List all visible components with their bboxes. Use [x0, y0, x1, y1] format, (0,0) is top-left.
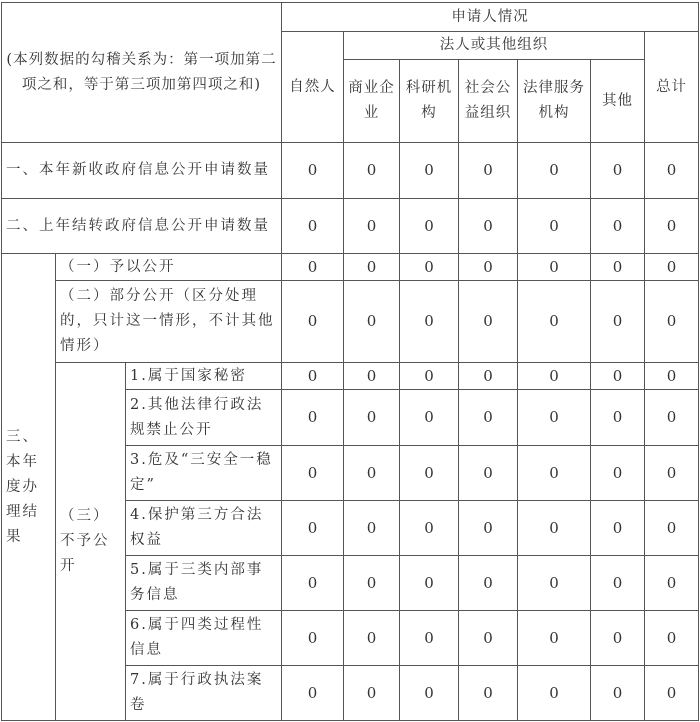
- cell-value: 0: [645, 446, 699, 501]
- natural-person-header: 自然人: [282, 32, 344, 143]
- research-header: 科研机构: [400, 60, 459, 143]
- cell-value: 0: [459, 501, 518, 556]
- cell-value: 0: [282, 611, 344, 666]
- cell-value: 0: [591, 501, 645, 556]
- cell-value: 0: [282, 363, 344, 390]
- row-label: 2.其他法律行政法规禁止公开: [126, 390, 282, 446]
- cell-value: 0: [344, 254, 400, 281]
- cell-value: 0: [591, 199, 645, 254]
- cell-value: 0: [459, 611, 518, 666]
- cell-value: 0: [518, 143, 591, 199]
- legal-service-header: 法律服务机构: [518, 60, 591, 143]
- cell-value: 0: [518, 363, 591, 390]
- cell-value: 0: [400, 446, 459, 501]
- cell-value: 0: [459, 390, 518, 446]
- cell-value: 0: [518, 390, 591, 446]
- total-header: 总计: [645, 32, 699, 143]
- social-header: 社会公益组织: [459, 60, 518, 143]
- cell-value: 0: [518, 556, 591, 611]
- cell-value: 0: [645, 254, 699, 281]
- cell-value: 0: [591, 143, 645, 199]
- cell-value: 0: [459, 143, 518, 199]
- cell-value: 0: [459, 199, 518, 254]
- table-row: [2, 143, 699, 199]
- row-label: 5.属于三类内部事务信息: [126, 556, 282, 611]
- cell-value: 0: [282, 143, 344, 199]
- row-label: （一）予以公开: [56, 254, 282, 281]
- cell-value: 0: [518, 666, 591, 721]
- cell-value: 0: [591, 390, 645, 446]
- row-label: 3.危及“三安全一稳定”: [126, 446, 282, 501]
- cell-value: 0: [591, 666, 645, 721]
- section-3c-label: （三）不予公开: [56, 363, 126, 721]
- cell-value: 0: [344, 666, 400, 721]
- cell-value: 0: [344, 446, 400, 501]
- cell-value: 0: [459, 281, 518, 363]
- cell-value: 0: [344, 501, 400, 556]
- cell-value: 0: [400, 363, 459, 390]
- cell-value: 0: [591, 254, 645, 281]
- cell-value: 0: [591, 446, 645, 501]
- cell-value: 0: [591, 556, 645, 611]
- table-row: [2, 363, 699, 390]
- row-label: 4.保护第三方合法权益: [126, 501, 282, 556]
- cell-value: 0: [645, 281, 699, 363]
- cell-value: 0: [518, 501, 591, 556]
- cell-value: 0: [518, 281, 591, 363]
- cell-value: 0: [282, 254, 344, 281]
- cell-value: 0: [459, 666, 518, 721]
- cell-value: 0: [344, 390, 400, 446]
- cell-value: 0: [282, 501, 344, 556]
- cell-value: 0: [645, 143, 699, 199]
- cell-value: 0: [282, 556, 344, 611]
- cell-value: 0: [400, 556, 459, 611]
- table-row: [2, 281, 699, 363]
- cell-value: 0: [282, 666, 344, 721]
- cell-value: 0: [645, 390, 699, 446]
- disclosure-stats-table: [1, 2, 699, 721]
- cell-value: 0: [282, 281, 344, 363]
- table-row: [2, 254, 699, 281]
- cell-value: 0: [400, 254, 459, 281]
- row-label: 一、本年新收政府信息公开申请数量: [2, 143, 282, 199]
- cell-value: 0: [591, 363, 645, 390]
- section-3-label: 三、本年度办理结果: [2, 254, 56, 721]
- cell-value: 0: [518, 199, 591, 254]
- cell-value: 0: [400, 281, 459, 363]
- cell-value: 0: [645, 199, 699, 254]
- cell-value: 0: [459, 363, 518, 390]
- cell-value: 0: [400, 390, 459, 446]
- cell-value: 0: [282, 390, 344, 446]
- cell-value: 0: [645, 611, 699, 666]
- table-row: [2, 199, 699, 254]
- commercial-header: 商业企业: [344, 60, 400, 143]
- cell-value: 0: [282, 446, 344, 501]
- cell-value: 0: [459, 446, 518, 501]
- cell-value: 0: [645, 556, 699, 611]
- cell-value: 0: [459, 254, 518, 281]
- cell-value: 0: [591, 281, 645, 363]
- applicant-header: 申请人情况: [282, 3, 699, 32]
- row-label: 1.属于国家秘密: [126, 363, 282, 390]
- cell-value: 0: [400, 611, 459, 666]
- row-label: 6.属于四类过程性信息: [126, 611, 282, 666]
- cell-value: 0: [344, 611, 400, 666]
- cell-value: 0: [344, 143, 400, 199]
- cell-value: 0: [344, 556, 400, 611]
- cell-value: 0: [344, 363, 400, 390]
- cell-value: 0: [282, 199, 344, 254]
- cell-value: 0: [645, 501, 699, 556]
- cell-value: 0: [459, 556, 518, 611]
- cell-value: 0: [645, 666, 699, 721]
- cell-value: 0: [344, 199, 400, 254]
- cell-value: 0: [400, 666, 459, 721]
- cell-value: 0: [344, 281, 400, 363]
- row-label: 7.属于行政执法案卷: [126, 666, 282, 721]
- other-header: 其他: [591, 60, 645, 143]
- cell-value: 0: [400, 501, 459, 556]
- row-label: （二）部分公开（区分处理的，只计这一情形，不计其他情形）: [56, 281, 282, 363]
- reconciliation-note: (本列数据的勾稽关系为：第一项加第二项之和，等于第三项加第四项之和): [2, 3, 282, 143]
- cell-value: 0: [591, 611, 645, 666]
- legal-org-header: 法人或其他组织: [344, 32, 645, 60]
- row-label: 二、上年结转政府信息公开申请数量: [2, 199, 282, 254]
- cell-value: 0: [400, 143, 459, 199]
- cell-value: 0: [518, 611, 591, 666]
- cell-value: 0: [518, 446, 591, 501]
- cell-value: 0: [400, 199, 459, 254]
- cell-value: 0: [518, 254, 591, 281]
- cell-value: 0: [645, 363, 699, 390]
